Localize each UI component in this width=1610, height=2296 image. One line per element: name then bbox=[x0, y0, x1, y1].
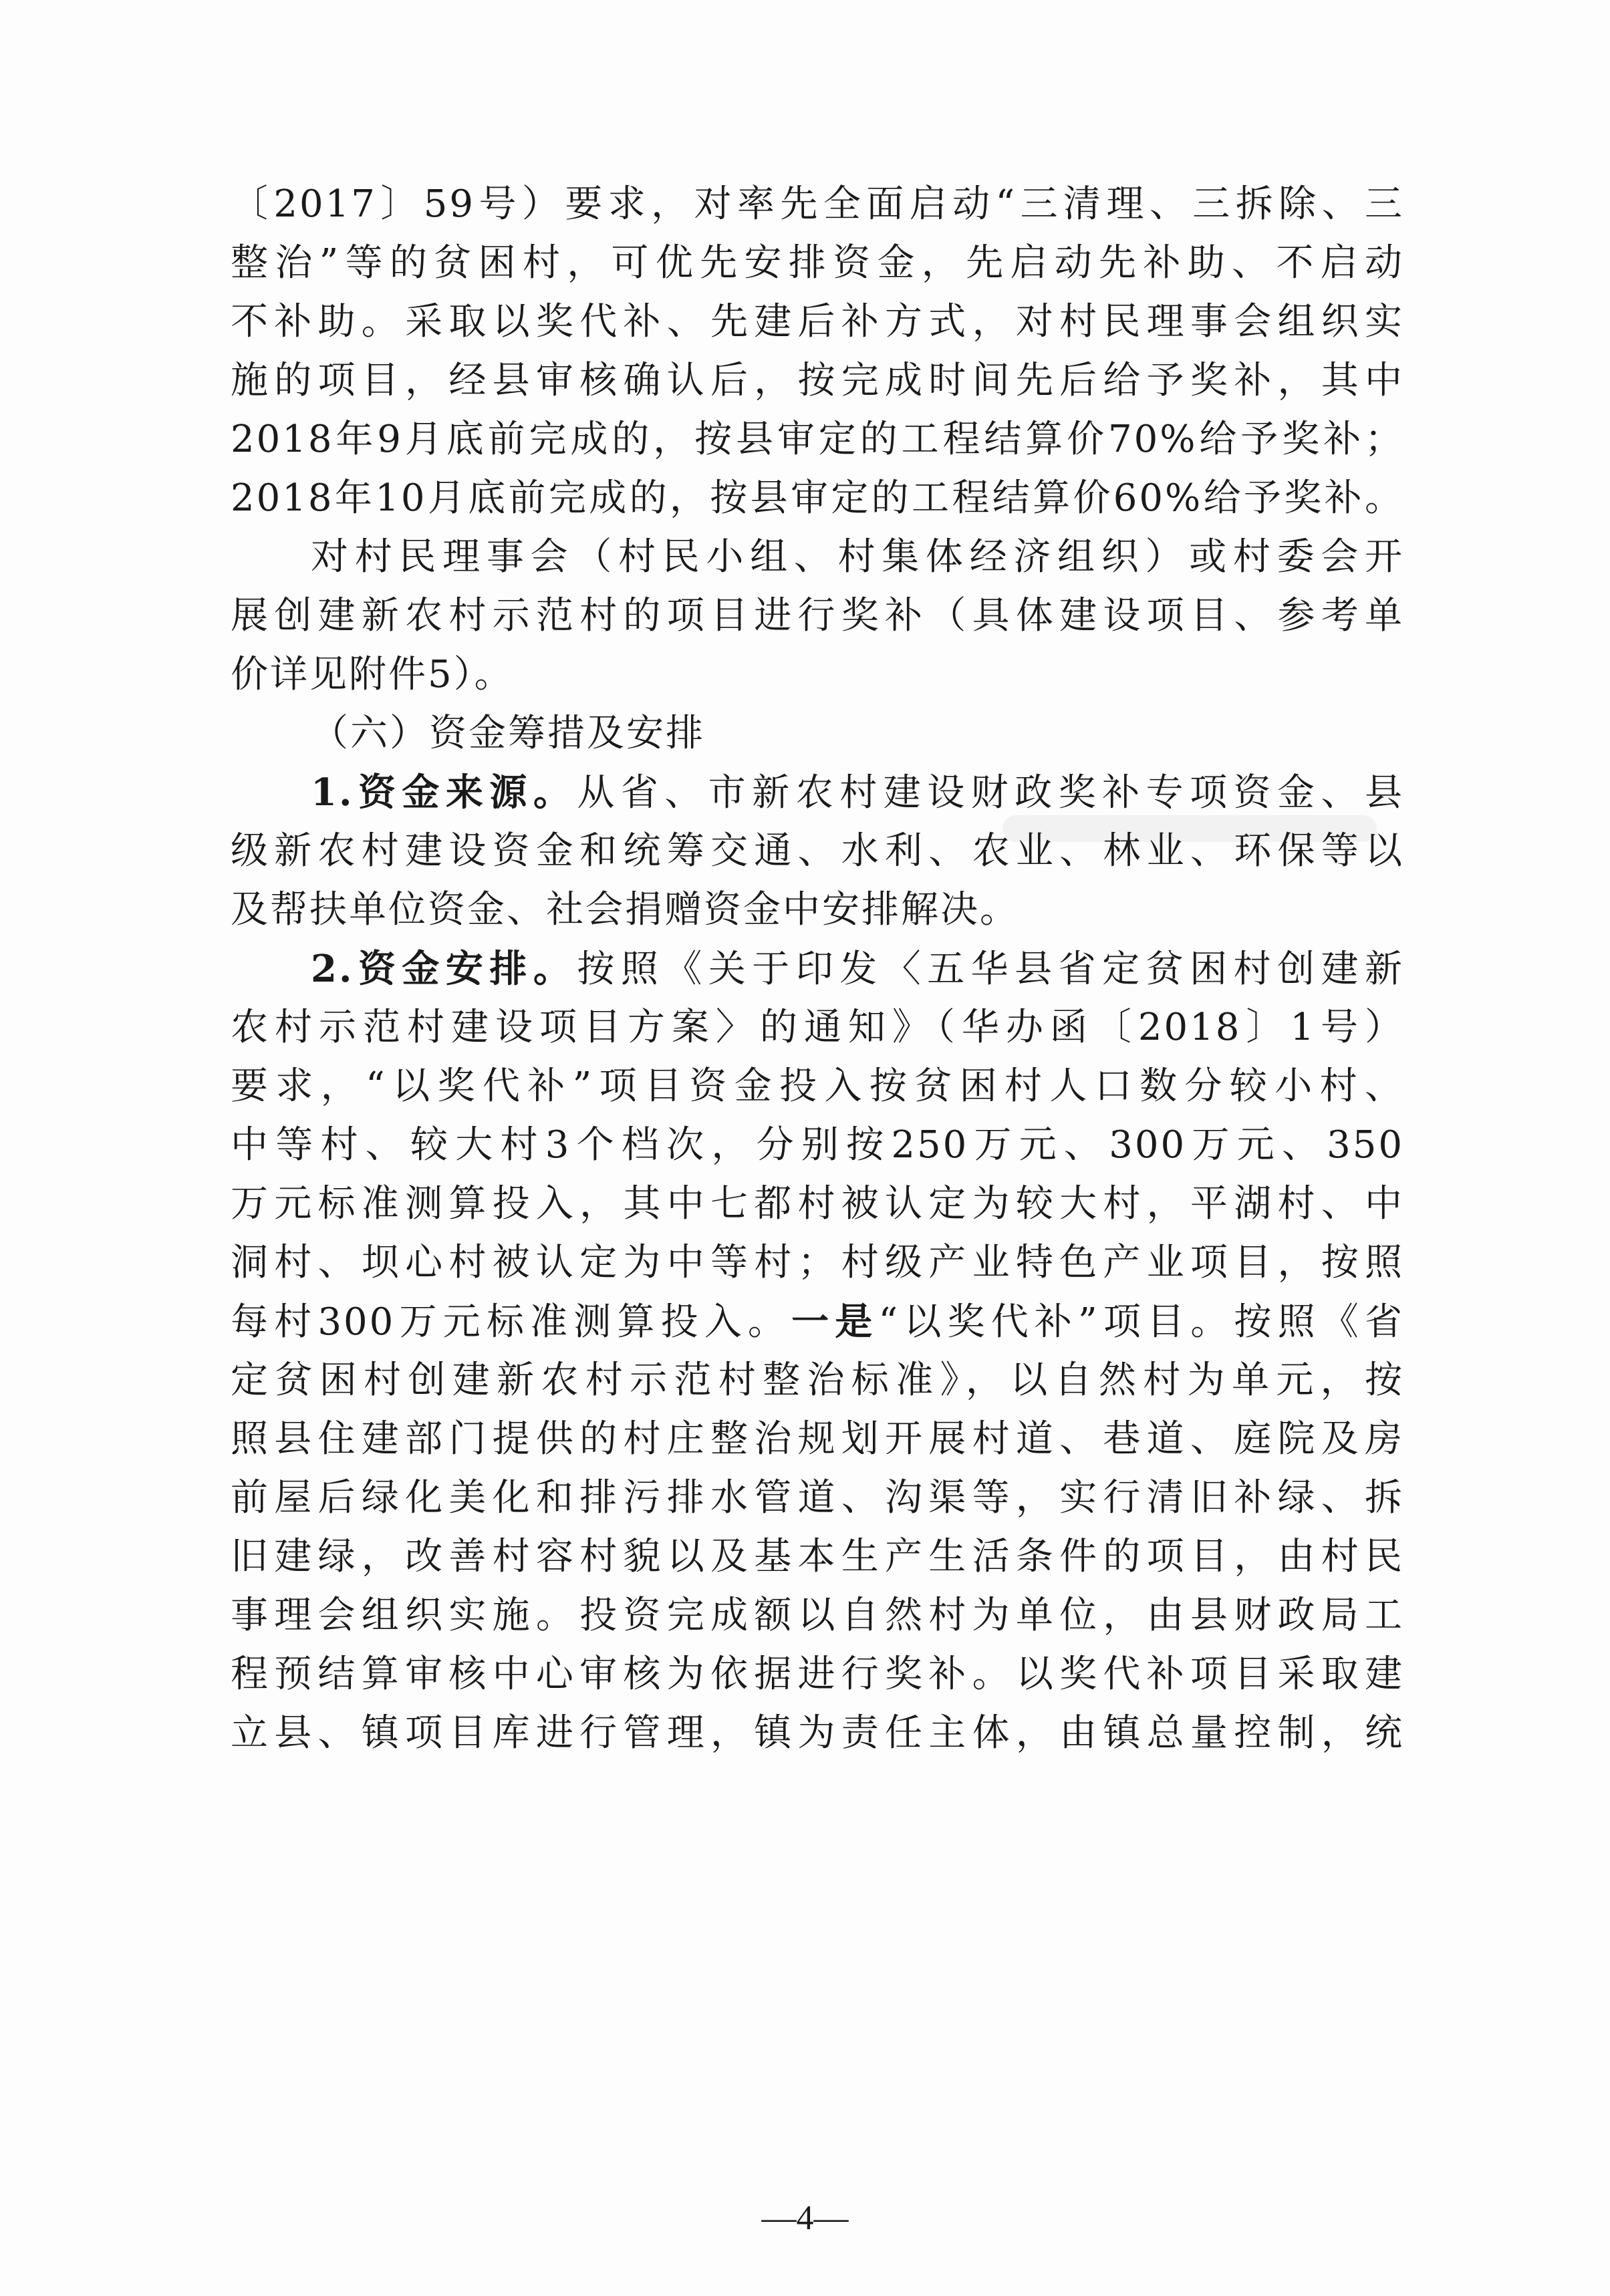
text-line: 立县、镇项目库进行管理，镇为责任主体，由镇总量控制，统 bbox=[231, 1711, 1404, 1755]
text-line: 2018年9月底前完成的，按县审定的工程结算价70%给予奖补； bbox=[231, 418, 1404, 461]
paragraph-lead: 1.资金来源。 bbox=[311, 770, 577, 815]
text-line: 整治”等的贫困村，可优先安排资金，先启动先补助、不启动 bbox=[231, 241, 1404, 285]
text-line: 农村示范村建设项目方案〉的通知》（华办函〔2018〕1号） bbox=[231, 1006, 1404, 1049]
text-line: 不补助。采取以奖代补、先建后补方式，对村民理事会组织实 bbox=[231, 300, 1404, 343]
text-line: 价详见附件5）。 bbox=[231, 653, 514, 696]
text-line: 及帮扶单位资金、社会捐赠资金中安排解决。 bbox=[231, 888, 1019, 931]
text-line: 要求，“以奖代补”项目资金投入按贫困村人口数分较小村、 bbox=[231, 1064, 1404, 1108]
text-line: 〔2017〕59号）要求，对率先全面启动“三清理、三拆除、三 bbox=[231, 182, 1404, 226]
paragraph bbox=[231, 175, 1404, 528]
text-run: 每村300万元标准测算投入。 bbox=[231, 1300, 792, 1344]
text-run: 按照《关于印发〈五华县省定贫困村创建新 bbox=[577, 948, 1404, 991]
paragraph bbox=[231, 528, 1404, 704]
text-line: 旧建绿，改善村容村貌以及基本生产生活条件的项目，由村民 bbox=[231, 1535, 1404, 1578]
text-run: “以奖代补”项目。按照《省 bbox=[878, 1300, 1404, 1344]
text-line: 程预结算审核中心审核为依据进行奖补。以奖代补项目采取建 bbox=[231, 1653, 1404, 1696]
paragraph-lead: 2.资金安排。 bbox=[311, 947, 577, 991]
text-line: 洞村、坝心村被认定为中等村；村级产业特色产业项目，按照 bbox=[231, 1241, 1404, 1284]
text-line: 级新农村建设资金和统筹交通、水利、农业、林业、环保等以 bbox=[231, 829, 1404, 873]
text-line bbox=[231, 1292, 1404, 1351]
text-line bbox=[231, 940, 1404, 998]
text-line: 2018年10月底前完成的，按县审定的工程结算价60%给予奖补。 bbox=[231, 476, 1404, 520]
document-body bbox=[231, 175, 1404, 1763]
section-heading: （六）资金筹措及安排 bbox=[311, 712, 705, 755]
text-line: 对村民理事会（村民小组、村集体经济组织）或村委会开 bbox=[311, 535, 1404, 579]
inline-bold: 一是 bbox=[791, 1300, 879, 1344]
text-line: 前屋后绿化美化和排污排水管道、沟渠等，实行清旧补绿、拆 bbox=[231, 1476, 1404, 1520]
text-line: 事理会组织实施。投资完成额以自然村为单位，由县财政局工 bbox=[231, 1594, 1404, 1637]
text-line: 定贫困村创建新农村示范村整治标准》，以自然村为单元，按 bbox=[231, 1358, 1404, 1402]
paragraph bbox=[231, 763, 1404, 940]
text-run: 从省、市新农村建设财政奖补专项资金、县 bbox=[577, 771, 1404, 815]
text-line: 万元标准测算投入，其中七都村被认定为较大村，平湖村、中 bbox=[231, 1182, 1404, 1226]
text-line: 施的项目，经县审核确认后，按完成时间先后给予奖补，其中 bbox=[231, 359, 1404, 402]
text-line: 展创建新农村示范村的项目进行奖补（具体建设项目、参考单 bbox=[231, 594, 1404, 637]
page-number: —4— bbox=[761, 2199, 849, 2237]
paragraph bbox=[231, 940, 1404, 1763]
text-line: 中等村、较大村3个档次，分别按250万元、300万元、350 bbox=[231, 1123, 1404, 1167]
text-line bbox=[231, 763, 1404, 822]
text-line: 照县住建部门提供的村庄整治规划开展村道、巷道、庭院及房 bbox=[231, 1417, 1404, 1461]
